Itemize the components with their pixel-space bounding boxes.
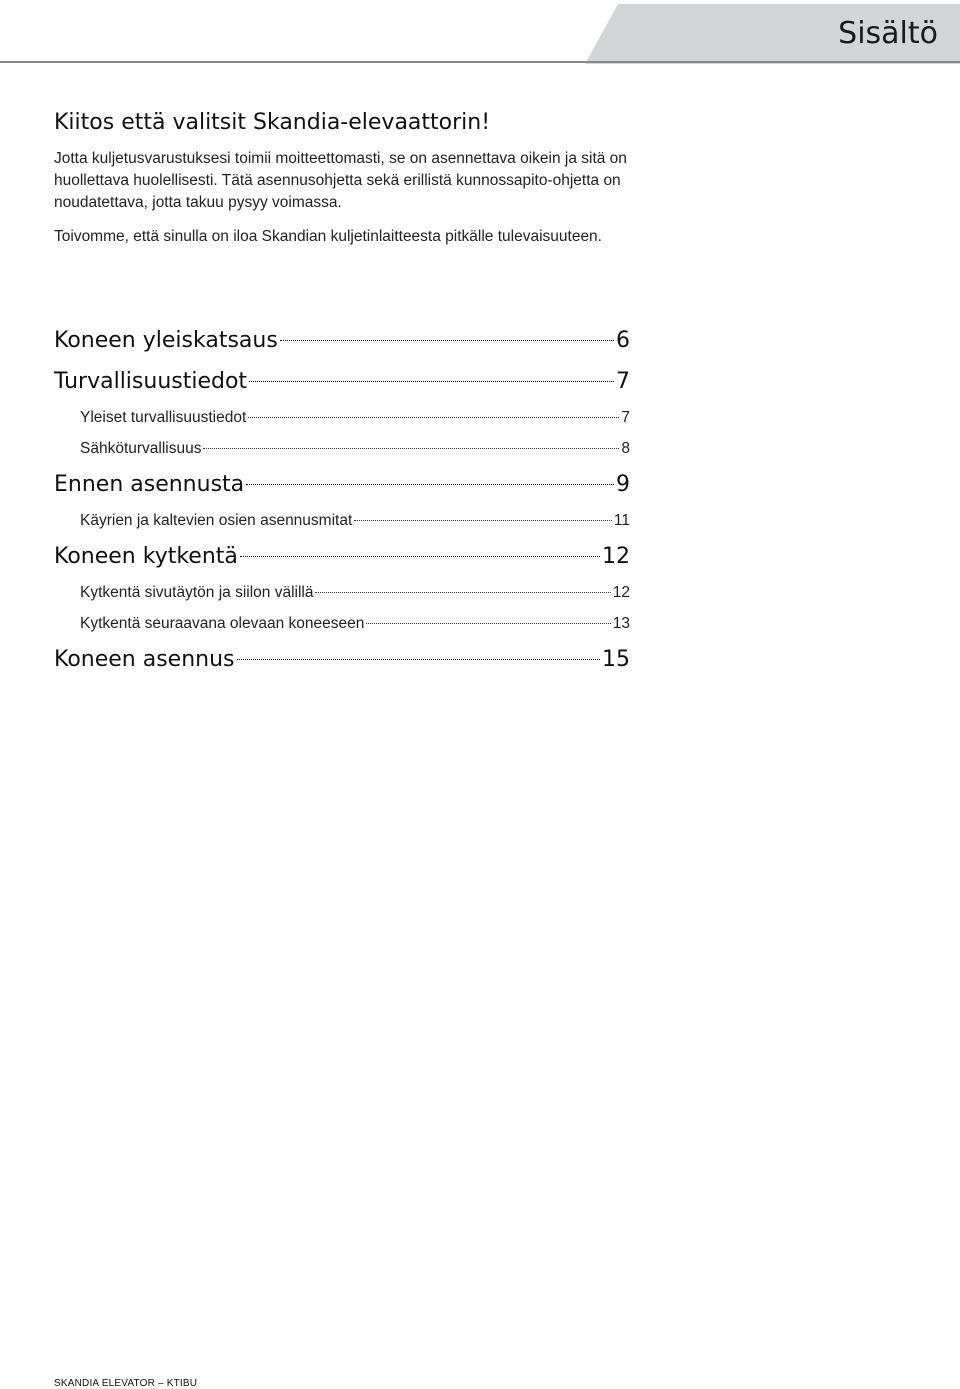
toc-subentry[interactable] [54,577,630,608]
toc-subentry[interactable] [54,402,630,433]
toc-entry-page: 11 [613,512,630,529]
toc-leader [240,556,600,557]
toc-entry-page: 15 [602,647,630,672]
toc-entry-label: Ennen asennusta [54,472,245,497]
toc-entry[interactable] [54,536,630,577]
toc-entry-page: 12 [612,584,630,601]
toc-entry-label: Kytkentä seuraavana olevaan koneeseen [80,615,365,632]
toc-entry-page: 7 [616,369,630,394]
toc-leader [203,448,619,449]
toc-leader [366,623,610,624]
toc-entry-page: 12 [602,544,630,569]
page-footer: SKANDIA ELEVATOR – KTIBU [54,1378,198,1389]
toc-entry[interactable] [54,361,630,402]
intro-paragraph: Jotta kuljetusvarustuksesi toimii moitteettomasti, se on asennettava oikein ja sitä on huollettava huolellisesti. Tätä asennusohjetta sekä erillistä kunnossapito-ohjetta on noudatettava, jotta takuu pysyy voimassa. [54,150,627,211]
toc-leader [249,381,614,382]
toc-leader [246,484,614,485]
toc-entry[interactable] [54,639,630,680]
toc-leader [248,417,619,418]
toc-entry-label: Sähköturvallisuus [80,440,202,457]
intro-title: Kiitos että valitsit Skandia-elevaattorin! [54,110,491,135]
toc-entry-label: Koneen asennus [54,647,235,672]
toc-entry-label: Kytkentä sivutäytön ja siilon välillä [80,584,314,601]
toc-entry[interactable] [54,320,630,361]
toc-subentry[interactable] [54,608,630,639]
section-title: Sisältö [838,16,938,51]
table-of-contents [54,320,630,680]
toc-entry-label: Koneen yleiskatsaus [54,328,278,353]
toc-entry[interactable] [54,464,630,505]
toc-entry-page: 13 [612,615,630,632]
toc-entry-page: 6 [616,328,630,353]
toc-entry-label: Koneen kytkentä [54,544,238,569]
toc-entry-page: 9 [616,472,630,497]
toc-entry-label: Turvallisuustiedot [54,369,248,394]
toc-entry-label: Käyrien ja kaltevien osien asennusmitat [80,512,353,529]
toc-entry-page: 8 [621,440,630,457]
toc-entry-label: Yleiset turvallisuustiedot [80,409,247,426]
intro-paragraph: Toivomme, että sinulla on iloa Skandian kuljetinlaitteesta pitkälle tulevaisuuteen. [54,228,602,245]
header-tab [0,0,960,64]
toc-leader [237,659,600,660]
toc-leader [354,520,612,521]
toc-subentry[interactable] [54,505,630,536]
toc-entry-page: 7 [621,409,630,426]
toc-subentry[interactable] [54,433,630,464]
toc-leader [280,340,614,341]
toc-leader [315,592,610,593]
